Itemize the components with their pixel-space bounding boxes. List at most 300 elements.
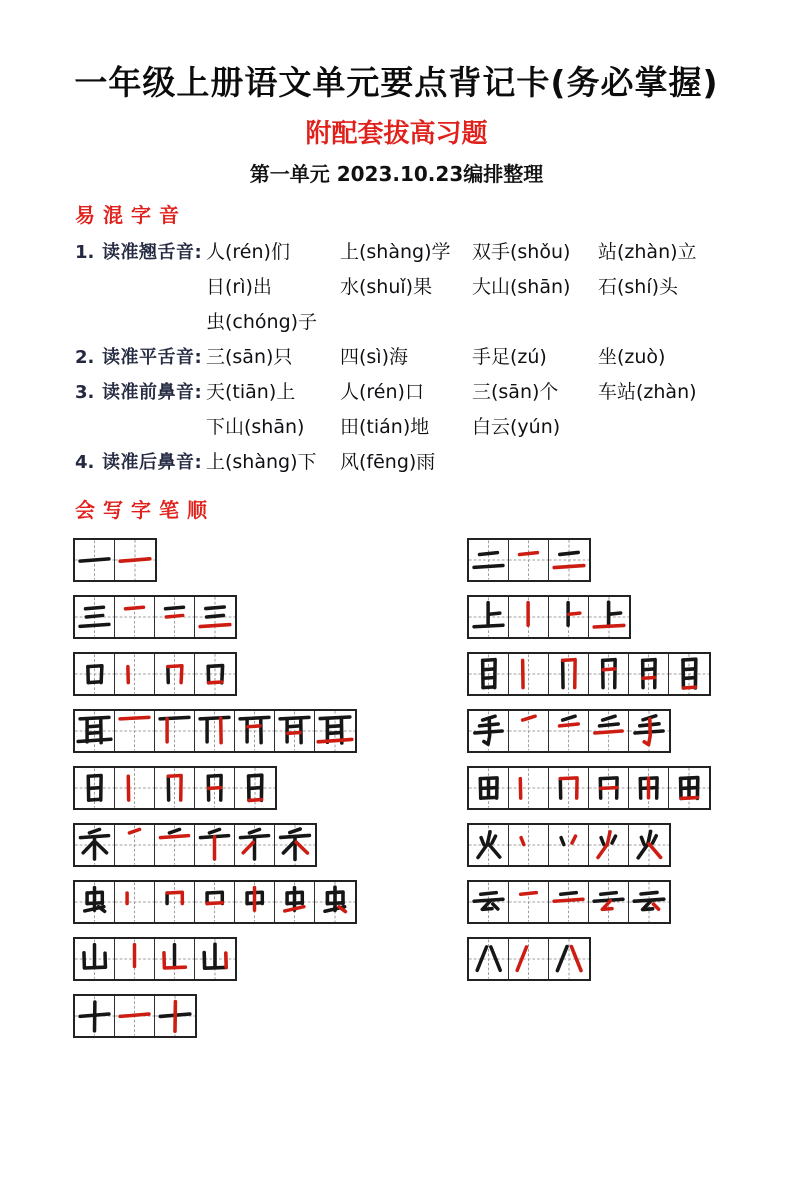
stroke-cell-step <box>509 597 549 637</box>
stroke-diagram <box>115 825 154 865</box>
stroke-diagram <box>469 540 508 580</box>
stroke-diagram <box>115 768 154 808</box>
stroke-diagram <box>589 768 628 808</box>
stroke-diagram <box>629 711 669 751</box>
pinyin-row <box>75 270 793 305</box>
character-stroke <box>209 682 222 683</box>
pinyin-word: 大山(shān) <box>472 270 598 305</box>
stroke-diagram <box>509 597 548 637</box>
stroke-diagram <box>589 654 628 694</box>
character-stroke <box>283 842 293 853</box>
stroke-grid-right-column <box>467 538 793 994</box>
stroke-cell-step <box>629 825 669 865</box>
stroke-cell-step <box>195 939 235 979</box>
stroke-cell-complete <box>75 768 115 808</box>
pinyin-word: 人(rén)口 <box>340 375 472 410</box>
stroke-diagram <box>509 825 548 865</box>
character-stroke <box>318 739 352 741</box>
character-stroke <box>561 837 564 844</box>
stroke-cell-step <box>589 597 629 637</box>
stroke-diagram <box>549 654 588 694</box>
character-stroke <box>600 724 619 726</box>
character-stroke <box>560 724 579 726</box>
stroke-diagram <box>315 711 355 751</box>
character-stroke <box>88 725 100 726</box>
character-stroke <box>643 668 655 669</box>
character-stroke <box>249 829 259 833</box>
stroke-diagram <box>155 768 194 808</box>
pinyin-word: 石(shí)头 <box>598 270 678 305</box>
stroke-diagram <box>275 882 314 922</box>
stroke-cell-step <box>275 711 315 751</box>
stroke-cell-step <box>549 825 589 865</box>
stroke-diagram <box>75 711 114 751</box>
stroke-grid-row <box>73 595 237 639</box>
stroke-cell-step <box>509 654 549 694</box>
stroke-cell-step <box>589 654 629 694</box>
character-stroke <box>80 558 109 560</box>
pinyin-word: 手足(zú) <box>472 340 598 375</box>
stroke-cell-step <box>549 768 589 808</box>
page-title: 一年级上册语文单元要点背记卡(务必掌握) <box>0 64 793 102</box>
stroke-diagram <box>195 654 235 694</box>
stroke-cell-step <box>549 939 589 979</box>
pinyin-row <box>75 410 793 445</box>
stroke-cell-step <box>509 825 549 865</box>
stroke-cell-step <box>155 882 195 922</box>
character-stroke <box>207 615 224 617</box>
pinyin-word: 上(shàng)学 <box>340 235 472 270</box>
stroke-cell-step <box>195 882 235 922</box>
stroke-grid-row <box>73 994 197 1038</box>
pinyin-word: 天(tiān)上 <box>206 375 340 410</box>
character-stroke <box>641 892 657 894</box>
pinyin-word: 双手(shǒu) <box>472 235 598 270</box>
stroke-cell-step <box>589 711 629 751</box>
character-stroke <box>166 607 184 609</box>
stroke-cell-step <box>589 768 629 808</box>
character-stroke <box>483 677 495 678</box>
stroke-cell-step <box>549 597 589 637</box>
character-stroke <box>683 687 695 688</box>
stroke-cell-step <box>155 996 195 1036</box>
stroke-cell-complete <box>75 882 115 922</box>
stroke-cell-step <box>115 540 155 580</box>
stroke-diagram <box>549 882 588 922</box>
stroke-cell-step <box>315 711 355 751</box>
stroke-cell-step <box>115 882 155 922</box>
stroke-cell-step <box>549 654 589 694</box>
pinyin-row <box>75 445 793 480</box>
pinyin-word: 虫(chóng)子 <box>206 305 340 340</box>
character-stroke <box>120 1014 149 1016</box>
stroke-cell-complete <box>469 939 509 979</box>
stroke-diagram <box>75 825 114 865</box>
character-stroke <box>681 797 697 798</box>
pinyin-item-number: 4. <box>75 445 102 480</box>
stroke-cell-step <box>629 882 669 922</box>
character-stroke <box>653 835 657 842</box>
stroke-cell-step <box>115 711 155 751</box>
stroke-grid-row <box>73 766 277 810</box>
stroke-grid-row <box>73 880 357 924</box>
stroke-diagram <box>469 768 508 808</box>
character-stroke <box>481 797 497 798</box>
stroke-diagram <box>155 654 194 694</box>
stroke-cell-step <box>509 882 549 922</box>
unit-info: 第一单元 2023.10.23编排整理 <box>0 163 793 185</box>
character-stroke <box>129 829 139 833</box>
pinyin-word: 水(shuǐ)果 <box>340 270 472 305</box>
stroke-grid-row <box>73 937 237 981</box>
stroke-diagram <box>509 939 548 979</box>
stroke-diagram <box>669 768 709 808</box>
character-stroke <box>683 677 695 678</box>
character-stroke <box>521 892 537 894</box>
pinyin-word: 日(rì)出 <box>206 270 340 305</box>
stroke-cell-step <box>195 768 235 808</box>
character-stroke <box>86 615 102 617</box>
stroke-grid-row <box>73 652 237 696</box>
stroke-diagram <box>469 939 508 979</box>
character-stroke <box>285 906 304 910</box>
stroke-cell-complete <box>75 996 115 1036</box>
character-stroke <box>80 717 109 719</box>
stroke-grid-row <box>73 823 317 867</box>
stroke-diagram <box>195 597 235 637</box>
page-subtitle: 附配套拔高习题 <box>0 120 793 149</box>
pinyin-word: 人(rén)们 <box>206 235 340 270</box>
stroke-grid-row <box>73 538 157 582</box>
character-stroke <box>481 892 497 894</box>
pinyin-word: 车站(zhàn) <box>598 375 697 410</box>
pinyin-word: 白云(yún) <box>472 410 598 445</box>
character-stroke <box>520 552 538 554</box>
stroke-diagram <box>589 825 628 865</box>
stroke-cell-step <box>669 768 709 808</box>
character-stroke <box>603 716 615 720</box>
character-stroke <box>612 836 616 843</box>
stroke-section-heading: 会写字笔顺 <box>75 498 793 522</box>
worksheet-page <box>0 64 793 1186</box>
stroke-diagram <box>195 939 235 979</box>
stroke-grid-row <box>467 652 711 696</box>
character-stroke <box>126 607 144 609</box>
character-stroke <box>200 624 230 626</box>
stroke-cell-complete <box>75 711 115 751</box>
character-stroke <box>609 613 620 614</box>
stroke-diagram <box>275 825 315 865</box>
pinyin-item-number: 3. <box>75 375 102 410</box>
stroke-diagram <box>549 597 588 637</box>
stroke-cell-step <box>155 768 195 808</box>
stroke-diagram <box>315 882 355 922</box>
character-stroke <box>489 843 500 856</box>
stroke-grid-row <box>467 538 591 582</box>
stroke-grid-row <box>73 709 357 753</box>
pinyin-word: 风(fēng)雨 <box>340 445 472 480</box>
pinyin-row <box>75 340 793 375</box>
stroke-cell-step <box>115 996 155 1036</box>
stroke-diagram <box>469 825 508 865</box>
character-stroke <box>563 716 575 720</box>
stroke-diagram <box>195 711 234 751</box>
stroke-cell-complete <box>469 540 509 580</box>
character-stroke <box>240 717 269 719</box>
stroke-cell-step <box>235 711 275 751</box>
character-stroke <box>474 625 503 627</box>
character-stroke <box>561 892 577 894</box>
character-stroke <box>649 843 661 857</box>
character-stroke <box>595 731 622 733</box>
stroke-diagram <box>195 882 234 922</box>
stroke-cell-step <box>549 711 589 751</box>
stroke-diagram <box>669 654 709 694</box>
stroke-diagram <box>75 768 114 808</box>
stroke-diagram <box>115 540 155 580</box>
stroke-cell-step <box>195 597 235 637</box>
character-stroke <box>86 607 104 609</box>
character-stroke <box>160 717 189 719</box>
stroke-cell-complete <box>75 825 115 865</box>
stroke-diagram <box>155 597 194 637</box>
character-stroke <box>554 899 583 901</box>
character-stroke <box>328 732 340 733</box>
stroke-diagram <box>469 711 508 751</box>
stroke-cell-step <box>115 939 155 979</box>
character-stroke <box>96 842 107 853</box>
character-stroke <box>296 842 307 853</box>
stroke-diagram <box>155 711 194 751</box>
stroke-cell-step <box>155 711 195 751</box>
stroke-grid-row <box>467 766 711 810</box>
stroke-cell-step <box>509 540 549 580</box>
stroke-diagram <box>509 540 548 580</box>
character-stroke <box>328 725 340 726</box>
pinyin-word: 上(shàng)下 <box>206 445 340 480</box>
stroke-diagram <box>115 654 154 694</box>
character-stroke <box>288 732 300 733</box>
pinyin-word: 四(sì)海 <box>340 340 472 375</box>
character-stroke <box>489 613 500 614</box>
stroke-cell-step <box>509 711 549 751</box>
stroke-cell-step <box>195 711 235 751</box>
character-stroke <box>280 717 309 719</box>
stroke-grid-row <box>467 880 671 924</box>
stroke-diagram <box>155 825 194 865</box>
character-stroke <box>88 681 101 682</box>
stroke-diagram <box>549 768 588 808</box>
character-stroke <box>88 732 100 733</box>
stroke-diagram <box>235 768 275 808</box>
character-stroke <box>89 799 101 800</box>
character-stroke <box>480 552 498 554</box>
pinyin-list <box>75 235 793 480</box>
character-stroke <box>483 668 495 669</box>
stroke-diagram <box>589 882 628 922</box>
character-stroke <box>83 842 93 853</box>
stroke-diagram <box>275 711 314 751</box>
stroke-diagram <box>469 654 508 694</box>
pinyin-item-label: 读准前鼻音: <box>102 375 206 410</box>
character-stroke <box>481 837 484 844</box>
stroke-cell-step <box>669 654 709 694</box>
character-stroke <box>166 615 182 617</box>
stroke-cell-step <box>155 939 195 979</box>
stroke-cell-step <box>115 654 155 694</box>
stroke-cell-step <box>315 882 355 922</box>
stroke-cell-complete <box>469 654 509 694</box>
stroke-diagram <box>589 711 628 751</box>
character-stroke <box>569 613 580 614</box>
stroke-grid-left-column <box>73 538 467 1051</box>
stroke-cell-step <box>235 882 275 922</box>
stroke-diagram <box>115 711 154 751</box>
stroke-cell-complete <box>469 768 509 808</box>
pinyin-row <box>75 305 793 340</box>
stroke-diagram <box>115 996 154 1036</box>
stroke-cell-step <box>275 825 315 865</box>
stroke-cell-step <box>509 939 549 979</box>
character-stroke <box>89 829 99 833</box>
character-stroke <box>169 829 179 833</box>
stroke-diagram <box>75 597 114 637</box>
stroke-diagram <box>155 939 194 979</box>
character-stroke <box>120 558 150 560</box>
stroke-cell-step <box>589 882 629 922</box>
stroke-cell-step <box>155 654 195 694</box>
stroke-cell-complete <box>469 825 509 865</box>
stroke-cell-complete <box>469 711 509 751</box>
character-stroke <box>483 686 495 687</box>
stroke-diagram <box>629 654 668 694</box>
stroke-cell-step <box>629 711 669 751</box>
pinyin-row <box>75 235 793 270</box>
stroke-cell-step <box>549 882 589 922</box>
stroke-diagram <box>469 597 508 637</box>
stroke-grid-row <box>467 595 631 639</box>
stroke-diagram <box>115 882 154 922</box>
stroke-cell-complete <box>75 654 115 694</box>
pinyin-word: 三(sān)只 <box>206 340 340 375</box>
stroke-cell-complete <box>469 597 509 637</box>
stroke-diagram <box>549 540 589 580</box>
stroke-diagram <box>75 882 114 922</box>
pinyin-word: 下山(shān) <box>206 410 340 445</box>
pinyin-item-label: 读准平舌音: <box>102 340 206 375</box>
character-stroke <box>80 624 109 626</box>
pinyin-word: 站(zhàn)立 <box>598 235 697 270</box>
stroke-diagram <box>509 882 548 922</box>
character-stroke <box>521 837 524 844</box>
stroke-diagram <box>235 711 274 751</box>
stroke-cell-step <box>629 654 669 694</box>
stroke-cell-step <box>509 768 549 808</box>
stroke-diagram <box>75 996 114 1036</box>
character-stroke <box>209 787 221 788</box>
stroke-cell-step <box>195 654 235 694</box>
stroke-diagram <box>75 939 114 979</box>
stroke-diagram <box>75 654 114 694</box>
character-stroke <box>594 625 624 627</box>
pinyin-item-label: 读准翘舌音: <box>102 235 206 270</box>
stroke-diagram <box>155 996 195 1036</box>
character-stroke <box>601 787 617 788</box>
pinyin-item-label: 读准后鼻音: <box>102 445 206 480</box>
stroke-cell-step <box>549 540 589 580</box>
stroke-cell-complete <box>469 882 509 922</box>
stroke-diagram <box>155 882 194 922</box>
character-stroke <box>683 668 695 669</box>
pinyin-word: 坐(zuò) <box>598 340 665 375</box>
stroke-cell-step <box>235 825 275 865</box>
stroke-cell-step <box>155 597 195 637</box>
stroke-diagram <box>549 711 588 751</box>
stroke-grid-row <box>467 937 591 981</box>
character-stroke <box>603 668 615 669</box>
character-stroke <box>601 892 617 894</box>
character-stroke <box>601 837 604 844</box>
stroke-diagram <box>195 825 234 865</box>
stroke-cell-step <box>235 768 275 808</box>
stroke-diagram <box>75 540 114 580</box>
stroke-diagram <box>235 825 274 865</box>
stroke-diagram <box>195 768 234 808</box>
stroke-cell-step <box>275 882 315 922</box>
character-stroke <box>200 717 229 719</box>
stroke-diagram <box>629 768 668 808</box>
character-stroke <box>643 677 655 678</box>
character-stroke <box>206 607 224 609</box>
stroke-cell-step <box>195 825 235 865</box>
character-stroke <box>78 739 111 741</box>
character-stroke <box>209 829 219 833</box>
stroke-diagram <box>509 711 548 751</box>
pinyin-item-number: 2. <box>75 340 102 375</box>
character-stroke <box>89 787 101 788</box>
character-stroke <box>474 565 503 567</box>
stroke-grid-row <box>467 823 671 867</box>
character-stroke <box>288 725 300 726</box>
stroke-cell-step <box>115 825 155 865</box>
stroke-diagram <box>589 597 629 637</box>
stroke-diagram <box>629 882 669 922</box>
character-stroke <box>560 552 578 554</box>
stroke-diagram <box>509 654 548 694</box>
character-stroke <box>492 836 496 843</box>
stroke-cell-step <box>629 768 669 808</box>
character-stroke <box>249 799 261 800</box>
stroke-diagram <box>549 939 589 979</box>
character-stroke <box>248 725 260 726</box>
stroke-diagram <box>115 597 154 637</box>
pinyin-word: 三(sān)个 <box>472 375 598 410</box>
stroke-diagram <box>509 768 548 808</box>
stroke-cell-complete <box>75 597 115 637</box>
character-stroke <box>243 842 253 853</box>
character-stroke <box>572 836 576 843</box>
stroke-diagram <box>549 825 588 865</box>
stroke-cell-step <box>115 768 155 808</box>
character-stroke <box>207 902 222 903</box>
stroke-diagram <box>469 882 508 922</box>
stroke-cell-complete <box>75 540 115 580</box>
stroke-grid-columns <box>73 538 793 1051</box>
character-stroke <box>554 565 584 567</box>
stroke-grid-row <box>467 709 671 753</box>
stroke-cell-step <box>155 825 195 865</box>
pinyin-word: 田(tián)地 <box>340 410 472 445</box>
